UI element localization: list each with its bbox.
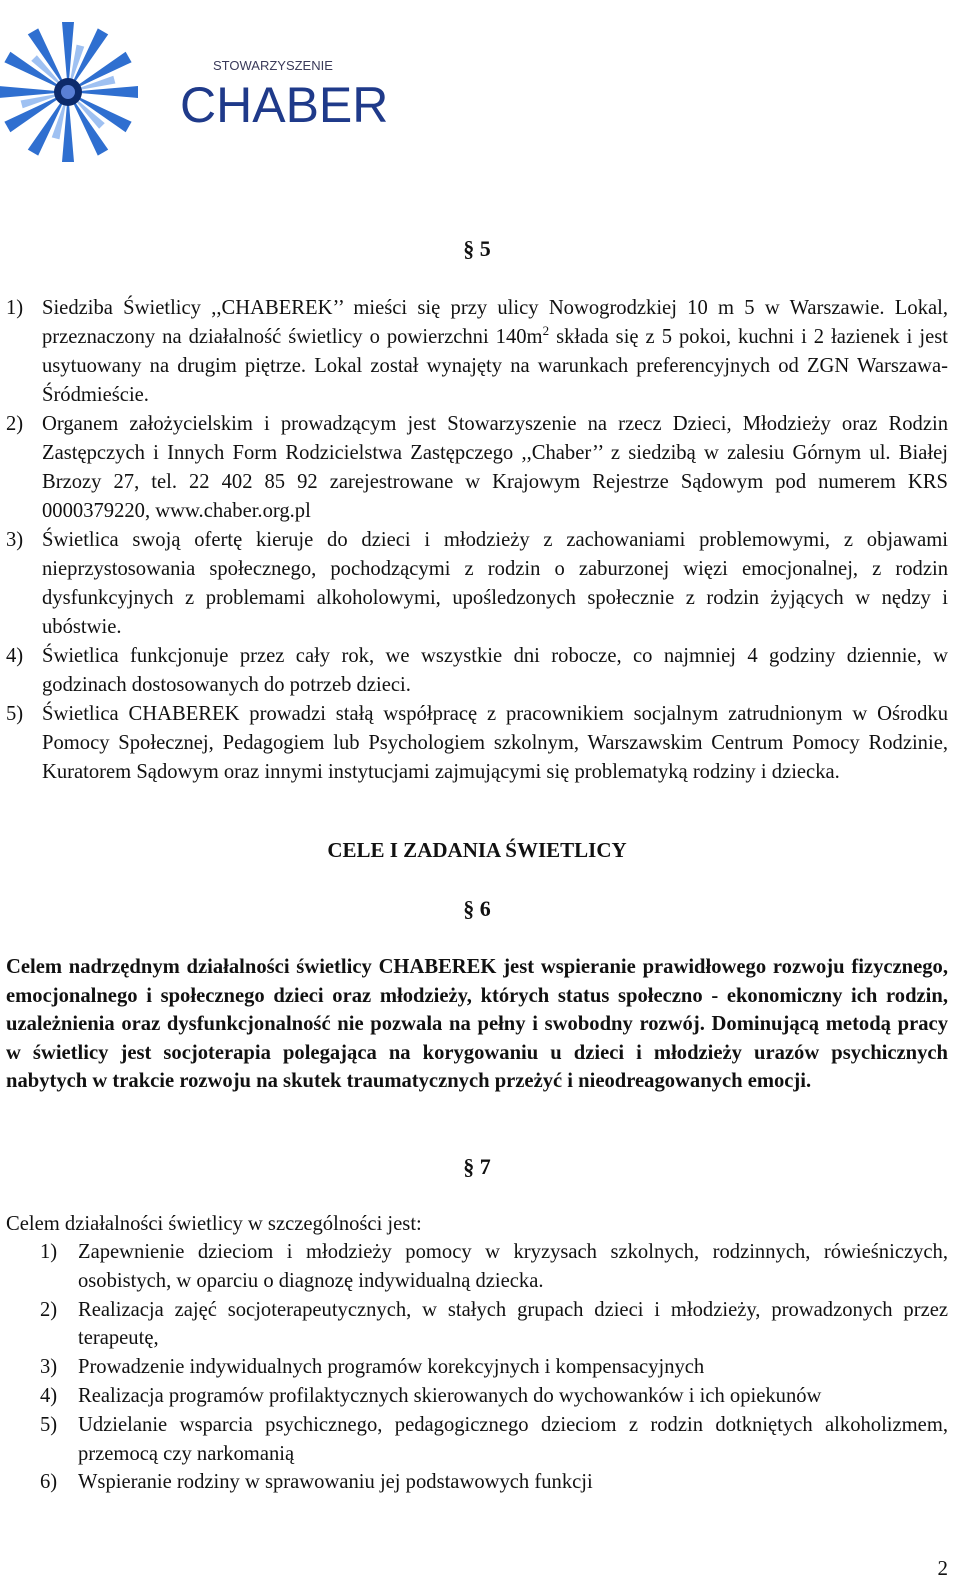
- section-7-symbol: § 7: [463, 1154, 491, 1179]
- superscript: 2: [542, 323, 550, 339]
- list-item-number: 5): [40, 1413, 58, 1436]
- list-item-number: 6): [40, 1471, 58, 1494]
- list-item-text: Realizacja programów profilaktycznych skierowanych do wychowanków i ich opiekunów: [78, 1384, 822, 1407]
- section-6-paragraph: Celem nadrzędnym działalności świetlicy CHABEREK jest wspieranie prawidłowego rozwoju fizycznego, emocjonalnego i społecznego dzieci oraz młodzieży, których status społeczno - ekonomiczny ich rodzin, uzależnienia oraz dysfunkcjonalność nie pozwala na pełny i swobodny rozwój. Dominującą metodą pracy w świetlicy jest socjoterapia polegająca na korygowaniu u dzieci i młodzieży urazów psychicznych nabytych w trakcie rozwoju na skutek traumatycznych przeżyć i nieodreagowanych emocji.: [6, 956, 948, 1093]
- section-5-list: [6, 294, 948, 787]
- list-item-text: Realizacja zajęć socjoterapeutycznych, w stałych grupach dzieci i młodzieży, prowadzonych przez terapeutę,: [78, 1298, 948, 1350]
- list-item: [40, 1468, 948, 1497]
- list-item: [6, 410, 948, 526]
- section-5-symbol: § 5: [463, 236, 491, 261]
- cornflower-logo-graphic: [8, 4, 389, 176]
- list-item: [40, 1411, 948, 1469]
- list-item: [40, 1353, 948, 1382]
- list-item-number: 1): [6, 297, 24, 319]
- list-item-number: 1): [40, 1241, 58, 1263]
- section-6-symbol: § 6: [463, 896, 491, 921]
- list-item-number: 4): [6, 645, 24, 667]
- list-item-text: Siedziba Świetlicy ,,CHABEREK’’ mieści się przy ulicy Nowogrodzkiej 10 m 5 w Warszawie. Lokal, przeznaczony na działalność świetlicy o powierzchni 140m: [42, 297, 948, 348]
- list-item-number: 3): [40, 1356, 58, 1379]
- list-item: [6, 294, 948, 410]
- logo-org-label: STOWARZYSZENIE: [213, 58, 333, 73]
- page-number: 2: [937, 1556, 948, 1580]
- list-item: [40, 1296, 948, 1354]
- section-7-list: [40, 1238, 948, 1497]
- list-item-number: 3): [6, 529, 24, 551]
- chaber-logo: [8, 4, 389, 176]
- list-item-text: Udzielanie wsparcia psychicznego, pedagogicznego dzieciom z rodzin dotkniętych alkoholizmem, przemocą czy narkomanią: [78, 1413, 948, 1465]
- list-item-text: składa się z 5 pokoi, kuchni i 2 łazienek i jest usytuowany na drugim piętrze. Lokal został wynajęty na warunkach preferencyjnych od ZGN Warszawa-Śródmieście.: [42, 326, 949, 406]
- list-item-text: Zapewnienie dzieciom i młodzieży pomocy w kryzysach szkolnych, rodzinnych, rówieśniczych, osobistych, w oparciu o diagnozę indywidualną dziecka.: [78, 1241, 948, 1292]
- list-item: [40, 1238, 948, 1296]
- list-item-text: Świetlica CHABEREK prowadzi stałą współpracę z pracownikiem socjalnym zatrudnionym w Ośrodku Pomocy Społecznej, Pedagogiem lub Psychologiem szkolnym, Warszawskim Centrum Pomocy Rodzinie, Kuratorem Sądowym oraz innymi instytucjami zajmującymi się problematyką rodziny i dziecka.: [42, 703, 948, 783]
- list-item: [6, 642, 948, 700]
- section-heading-goals: CELE I ZADANIA ŚWIETLICY: [327, 838, 627, 862]
- logo-org-name: CHABER: [180, 77, 389, 133]
- cornflower-icon: [0, 22, 138, 162]
- list-item-text: Organem założycielskim i prowadzącym jest Stowarzyszenie na rzecz Dzieci, Młodzieży oraz Rodzin Zastępczych i Innych Form Rodzicielstwa Zastępczego ,,Chaber’’ z siedzibą w zalesiu Górnym ul. Białej Brzozy 27, tel. 22 402 85 92 zarejestrowane w Krajowym Rejestrze Sądowym pod numerem KRS 0000379220, www.chaber.org.pl: [42, 413, 948, 522]
- list-item-number: 5): [6, 703, 24, 725]
- list-item-number: 2): [6, 413, 24, 435]
- list-item-text: Świetlica funkcjonuje przez cały rok, we wszystkie dni robocze, co najmniej 4 godziny dziennie, w godzinach dostosowanych do potrzeb dzieci.: [42, 645, 948, 696]
- list-item: [6, 526, 948, 642]
- list-item: [40, 1382, 948, 1411]
- list-item-text: Wspieranie rodziny w sprawowaniu jej podstawowych funkcji: [78, 1471, 593, 1494]
- list-item-number: 4): [40, 1384, 58, 1407]
- list-item: [6, 700, 948, 787]
- list-item-number: 2): [40, 1298, 58, 1321]
- section-7-intro: Celem działalności świetlicy w szczególności jest:: [6, 1213, 422, 1235]
- list-item-text: Świetlica swoją ofertę kieruje do dzieci i młodzieży z zachowaniami problemowymi, z objawami nieprzystosowania społecznego, pochodzącymi z rodzin o zaburzonej więzi emocjonalnej, z rodzin dysfunkcyjnych z problemami alkoholowymi, upośledzonych społecznie z rodzin żyjących w nędzy i ubóstwie.: [42, 529, 948, 638]
- list-item-text: Prowadzenie indywidualnych programów korekcyjnych i kompensacyjnych: [78, 1356, 705, 1379]
